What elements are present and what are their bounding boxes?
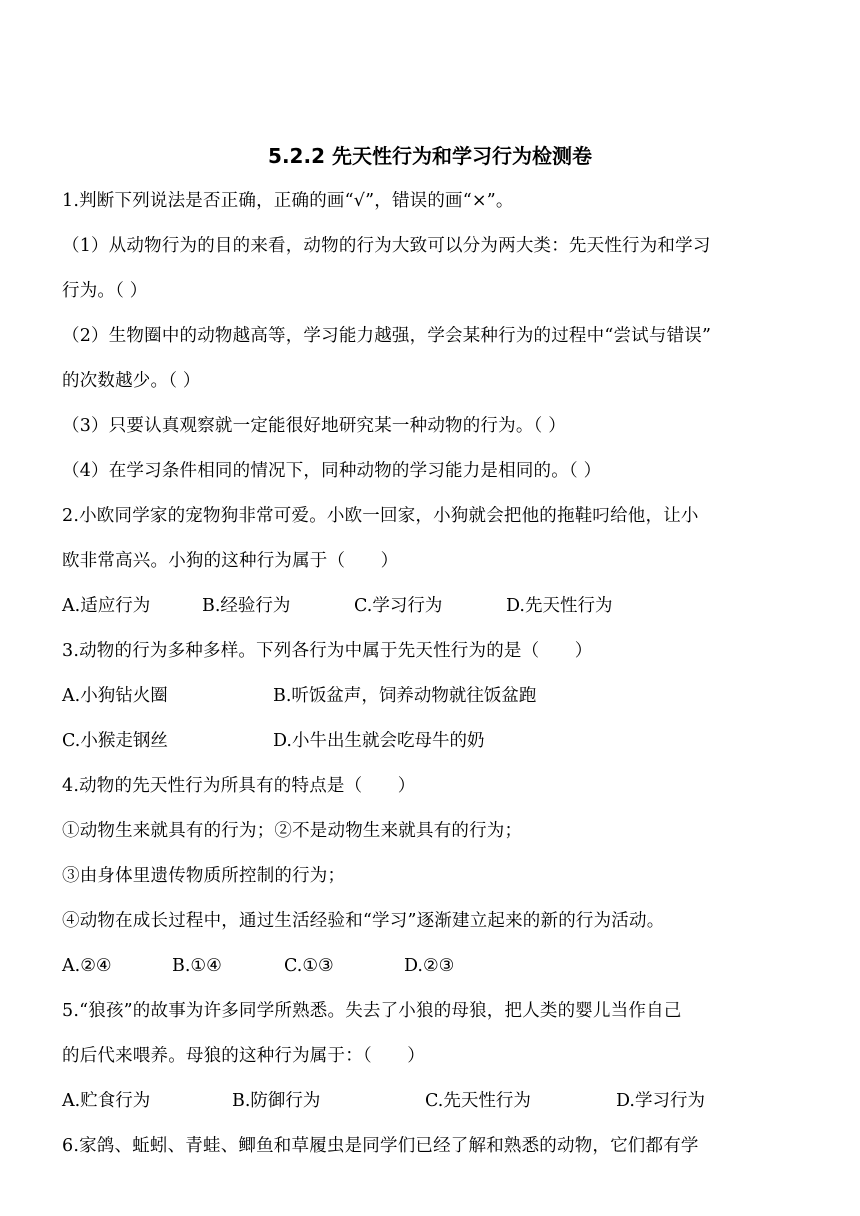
page-title: 5.2.2 先天性行为和学习行为检测卷: [268, 144, 592, 168]
q1-item-4: （4）在学习条件相同的情况下，同种动物的学习能力是相同的。（ ）: [62, 461, 602, 481]
q1-item-1a: （1）从动物行为的目的来看，动物的行为大致可以分为两大类：先天性行为和学习: [62, 236, 711, 256]
q4-statement-3: ④动物在成长过程中，通过生活经验和“学习”逐渐建立起来的新的行为活动。: [62, 911, 665, 931]
q3-option-a: A.小狗钻火圈: [62, 686, 168, 706]
q4-statement-1: ①动物生来就具有的行为；②不是动物生来就具有的行为；: [62, 821, 523, 841]
q3-options-row-2: [62, 727, 822, 755]
q4-statement-2: ③由身体里遗传物质所控制的行为；: [62, 866, 346, 886]
q5-option-a: A.贮食行为: [62, 1091, 151, 1111]
q2-option-c: C.学习行为: [354, 596, 443, 616]
q2-option-b: B.经验行为: [202, 596, 291, 616]
q2-options: [62, 592, 822, 620]
q3-option-c: C.小猴走钢丝: [62, 731, 168, 751]
q5-stem-line-1: 5.“狼孩”的故事为许多同学所熟悉。失去了小狼的母狼，把人类的婴儿当作自己: [62, 1001, 682, 1021]
q4-stem: 4.动物的先天性行为所具有的特点是（ ）: [62, 776, 416, 796]
q2-stem-line-1: 2.小欧同学家的宠物狗非常可爱。小欧一回家，小狗就会把他的拖鞋叼给他，让小: [62, 506, 699, 526]
q4-option-a: A.②④: [62, 956, 112, 976]
q3-option-b: B.听饭盆声，饲养动物就往饭盆跑: [273, 686, 537, 706]
q4-option-d: D.②③: [404, 956, 455, 976]
q5-stem-line-2: 的后代来喂养。母狼的这种行为属于：（ ）: [62, 1046, 425, 1066]
q1-stem: 1.判断下列说法是否正确，正确的画“√”，错误的画“×”。: [62, 191, 514, 211]
q1-item-2a: （2）生物圈中的动物越高等，学习能力越强，学会某种行为的过程中“尝试与错误”: [62, 326, 712, 346]
q3-options-row-1: [62, 682, 822, 710]
q5-option-d: D.学习行为: [616, 1091, 705, 1111]
q5-option-b: B.防御行为: [232, 1091, 321, 1111]
q2-option-d: D.先天性行为: [506, 596, 613, 616]
q1-item-1b: 行为。（ ）: [62, 281, 148, 301]
q4-option-b: B.①④: [172, 956, 222, 976]
q6-stem: 6.家鸽、蚯蚓、青蛙、鲫鱼和草履虫是同学们已经了解和熟悉的动物，它们都有学: [62, 1136, 699, 1156]
q5-option-c: C.先天性行为: [425, 1091, 531, 1111]
q3-stem: 3.动物的行为多种多样。下列各行为中属于先天性行为的是（ ）: [62, 641, 593, 661]
q1-item-3: （3）只要认真观察就一定能很好地研究某一种动物的行为。（ ）: [62, 416, 566, 436]
q4-option-c: C.①③: [284, 956, 334, 976]
q1-item-2b: 的次数越少。（ ）: [62, 371, 201, 391]
q4-options: [62, 952, 822, 980]
q2-option-a: A.适应行为: [62, 596, 151, 616]
q5-options: [62, 1087, 822, 1115]
q2-stem-line-2: 欧非常高兴。小狗的这种行为属于（ ）: [62, 551, 399, 571]
q3-option-d: D.小牛出生就会吃母牛的奶: [273, 731, 485, 751]
